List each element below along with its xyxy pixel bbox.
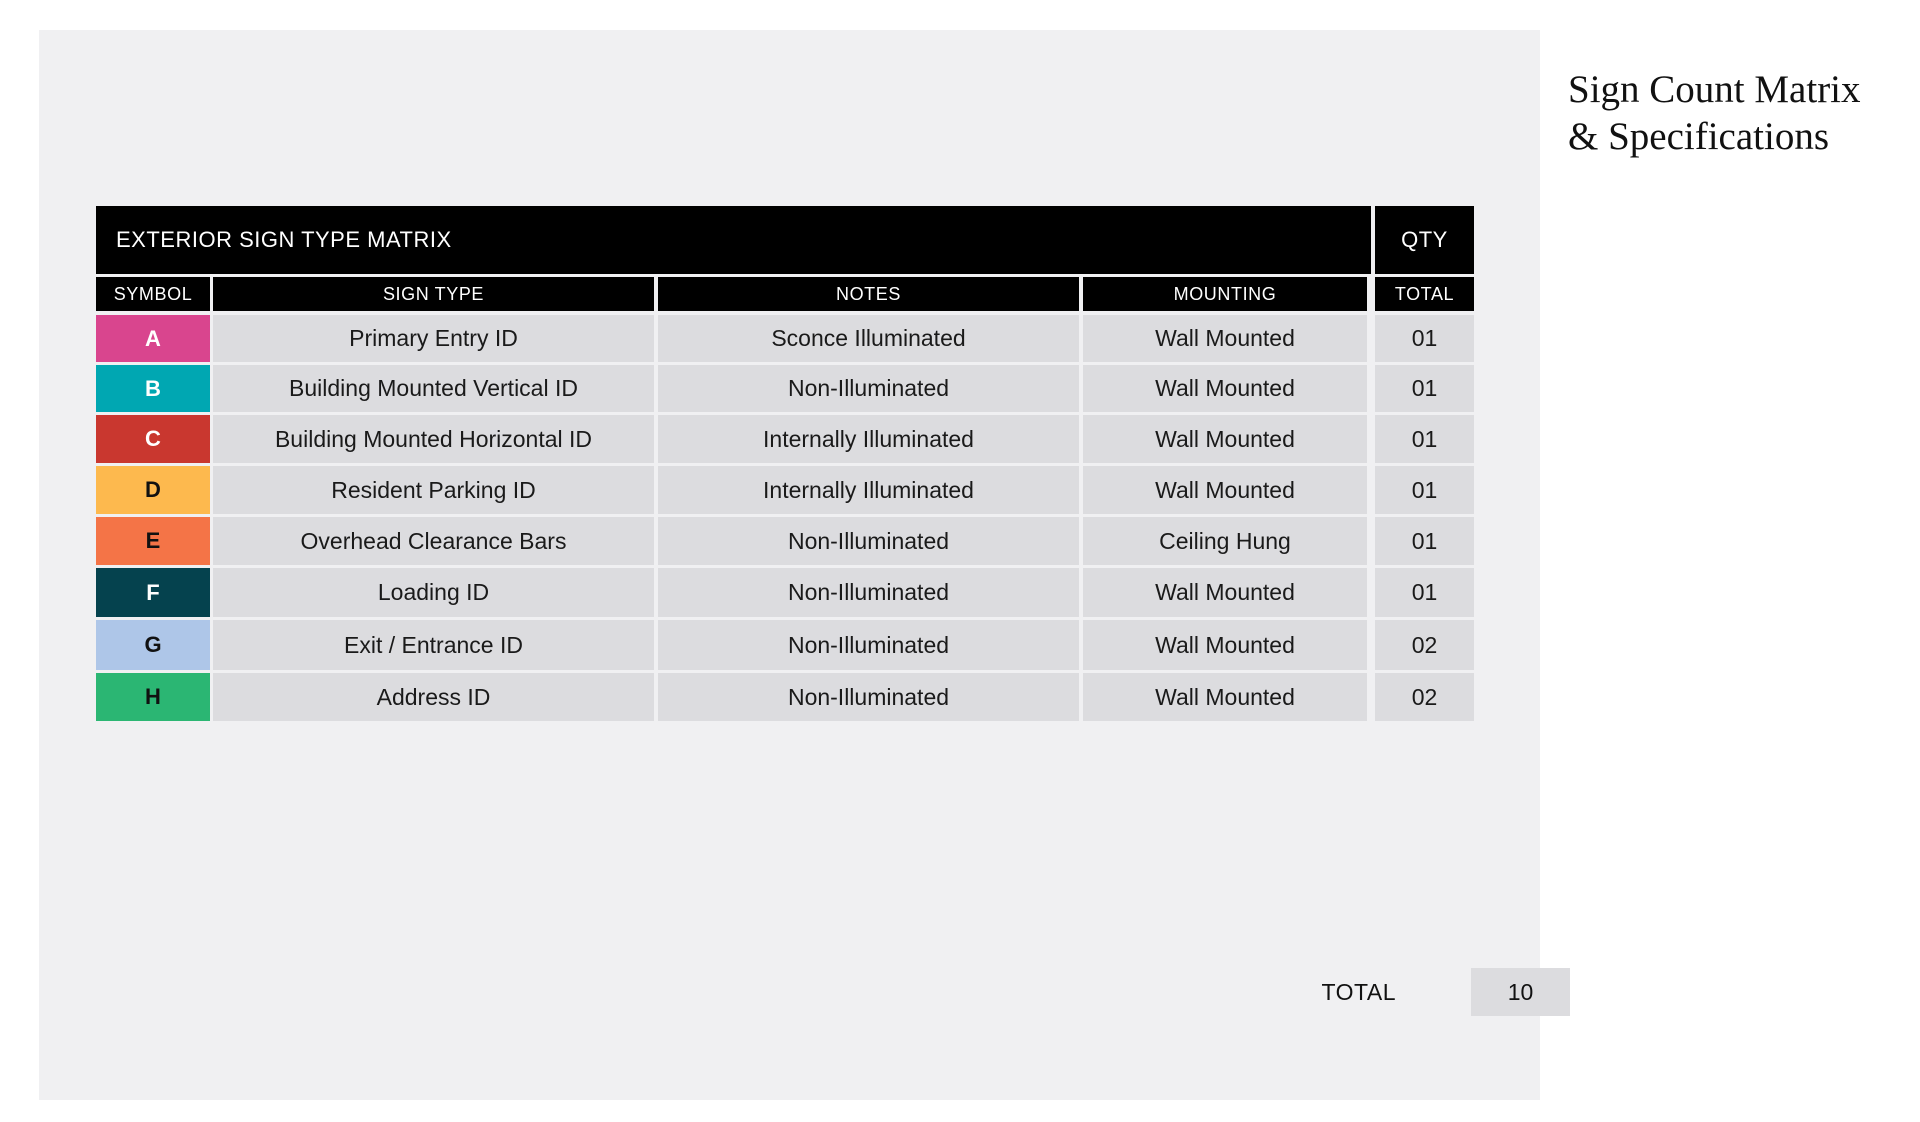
table-row xyxy=(96,673,1474,721)
sign-type-cell: Loading ID xyxy=(213,568,654,617)
symbol-cell: E xyxy=(96,517,210,565)
table-row xyxy=(96,315,1474,362)
qty-cell: 01 xyxy=(1375,415,1474,463)
table-row xyxy=(96,365,1474,412)
column-header-symbol: SYMBOL xyxy=(96,277,210,311)
table-row xyxy=(96,517,1474,565)
symbol-cell: B xyxy=(96,365,210,412)
mounting-cell: Wall Mounted xyxy=(1083,415,1367,463)
total-label: TOTAL xyxy=(1321,978,1396,1005)
notes-cell: Internally Illuminated xyxy=(658,466,1079,514)
matrix-panel xyxy=(39,30,1540,1100)
column-header-total: TOTAL xyxy=(1375,277,1474,311)
notes-cell: Internally Illuminated xyxy=(658,415,1079,463)
total-value: 10 xyxy=(1471,968,1570,1016)
sign-type-cell: Overhead Clearance Bars xyxy=(213,517,654,565)
sign-type-cell: Resident Parking ID xyxy=(213,466,654,514)
notes-cell: Non-Illuminated xyxy=(658,365,1079,412)
qty-cell: 01 xyxy=(1375,568,1474,617)
qty-cell: 01 xyxy=(1375,466,1474,514)
table-row xyxy=(96,466,1474,514)
mounting-cell: Ceiling Hung xyxy=(1083,517,1367,565)
symbol-cell: F xyxy=(96,568,210,617)
qty-cell: 01 xyxy=(1375,315,1474,362)
mounting-cell: Wall Mounted xyxy=(1083,568,1367,617)
symbol-cell: A xyxy=(96,315,210,362)
sign-type-cell: Primary Entry ID xyxy=(213,315,654,362)
notes-cell: Non-Illuminated xyxy=(658,517,1079,565)
page-title-line-1: Sign Count Matrix xyxy=(1568,68,1861,111)
sign-type-cell: Address ID xyxy=(213,673,654,721)
page-title xyxy=(1568,66,1908,160)
matrix-title: EXTERIOR SIGN TYPE MATRIX xyxy=(96,206,1371,274)
page-title-line-2: & Specifications xyxy=(1568,115,1830,158)
column-header-mounting: MOUNTING xyxy=(1083,277,1367,311)
notes-cell: Sconce Illuminated xyxy=(658,315,1079,362)
qty-cell: 02 xyxy=(1375,673,1474,721)
mounting-cell: Wall Mounted xyxy=(1083,673,1367,721)
table-row xyxy=(96,415,1474,463)
notes-cell: Non-Illuminated xyxy=(658,568,1079,617)
column-header-notes: NOTES xyxy=(658,277,1079,311)
column-header-sign-type: SIGN TYPE xyxy=(213,277,654,311)
sign-type-cell: Exit / Entrance ID xyxy=(213,620,654,670)
qty-cell: 02 xyxy=(1375,620,1474,670)
table-row xyxy=(96,568,1474,617)
symbol-cell: G xyxy=(96,620,210,670)
notes-cell: Non-Illuminated xyxy=(658,673,1079,721)
mounting-cell: Wall Mounted xyxy=(1083,365,1367,412)
sign-type-cell: Building Mounted Vertical ID xyxy=(213,365,654,412)
notes-cell: Non-Illuminated xyxy=(658,620,1079,670)
qty-cell: 01 xyxy=(1375,365,1474,412)
symbol-cell: H xyxy=(96,673,210,721)
qty-header: QTY xyxy=(1375,206,1474,274)
mounting-cell: Wall Mounted xyxy=(1083,466,1367,514)
table-row xyxy=(96,620,1474,670)
sign-type-cell: Building Mounted Horizontal ID xyxy=(213,415,654,463)
mounting-cell: Wall Mounted xyxy=(1083,315,1367,362)
symbol-cell: D xyxy=(96,466,210,514)
qty-cell: 01 xyxy=(1375,517,1474,565)
mounting-cell: Wall Mounted xyxy=(1083,620,1367,670)
symbol-cell: C xyxy=(96,415,210,463)
